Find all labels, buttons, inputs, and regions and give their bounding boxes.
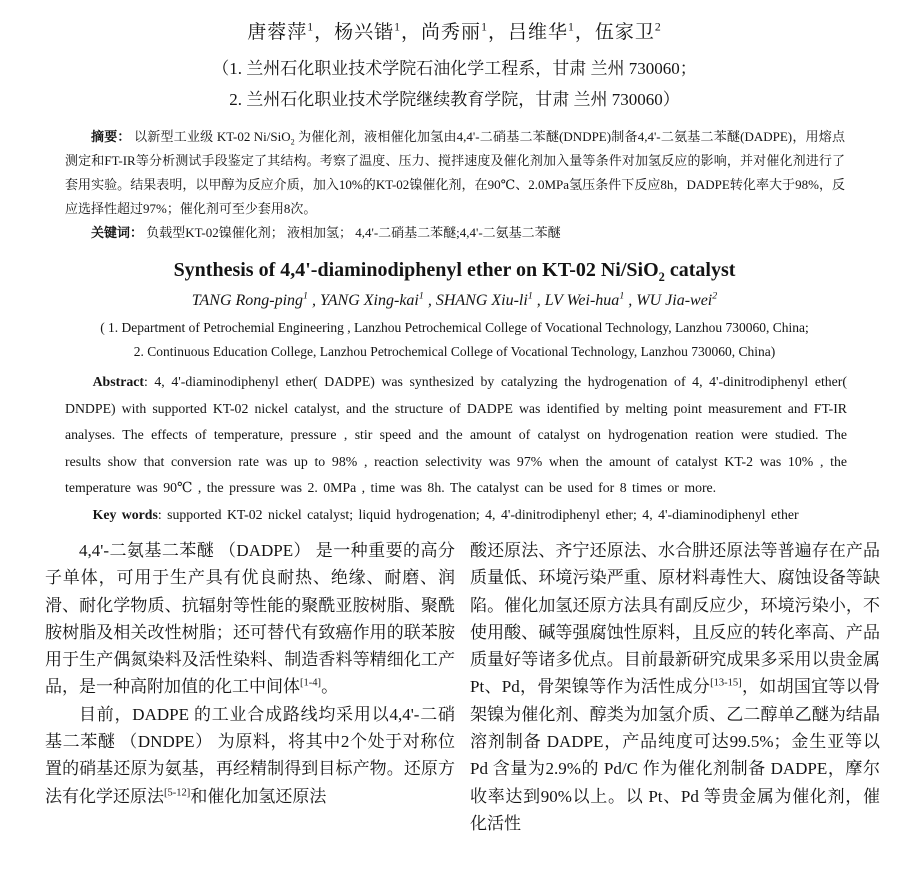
english-title: Synthesis of 4,4'-diaminodiphenyl ether on KT-02 Ni/SiO$_2$ catalyst xyxy=(173,259,736,284)
english-affiliation-2: 2. Continuous Education College, Lanzhou Petrochemical College of Vocational Technology, Lanzhou 730060, China) xyxy=(133,344,776,359)
english-keywords: Key words: supported KT-02 nickel catalyst; liquid hydrogenation; 4, 4'-dinitrodiphenyl ether; 4, 4'-diaminodiphenyl ether xyxy=(92,506,799,522)
intro-paragraph-1: 4,4'-二氨基二苯醚 （DADPE） 是一种重要的高分子单体，可用于生产具有优良耐热、绝缘、耐磨、润滑、耐化学物质、抗辐射等性能的聚酰亚胺树脂、聚酰胺树脂及相关改性树脂；还可替代有致癌作用的联苯胺用于生产偶氮染料及活性染料、制造香料等精细化工产品，是一种高附加值的化工中间体[1-4]。 xyxy=(45,541,455,697)
body-columns xyxy=(0,528,909,837)
chinese-affiliation-2: 2. 兰州石化职业技术学院继续教育学院，甘肃 兰州 730060） xyxy=(229,90,680,109)
chinese-author-line: 唐蓉萍$^1$，杨兴锴$^1$，尚秀丽$^1$，吕维华$^1$，伍家卫$^2$ xyxy=(247,20,662,43)
intro-paragraph-3: 酸还原法、齐宁还原法、水合肼还原法等普遍存在产品质量低、环境污染严重、原材料毒性大、腐蚀设备等缺陷。催化加氢还原方法具有副反应少，环境污染小，不使用酸、碱等强腐蚀性原料，且反应的转化率高、产品质量好等诸多优点。目前最新研究成果多采用以贵金属 Pt、Pd，骨架镍等作为活性成分[13-15]，如胡国宜等以骨架镍为催化剂、醇类为加氢介质、乙二醇单乙醚为结晶溶剂制备 DADPE，产品纯度可达99.5%；金生亚等以 Pd 含量为2.9%的 Pd/C 作为催化剂制备 DADPE，摩尔收率达到90%以上。以 Pt、Pd 等贵金属为催化剂，催化活性 xyxy=(470,541,880,833)
english-abstract: Abstract: 4, 4'-diaminodiphenyl ether( DADPE) was synthesized by catalyzing the hydrogenation of 4, 4'-dinitrodiphenyl ether( DNDPE) with supported KT-02 nickel catalyst, and the structure of DADPE was identified by melting point measurement and FT-IR analyses. The effects of temperature, pressure , stir speed and the amount of catalyst on hydrogenation reation were studied. The results show that conversion rate was up to 98% , reaction selectivity was 97% when the amount of catalyst KT-2 was 10% , the temperature was 90℃ , the pressure was 2. 0MPa , time was 8h. The catalyst can be used for 8 times or more. xyxy=(65,374,847,495)
english-affiliation-1: ( 1. Department of Petrochemial Engineering , Lanzhou Petrochemical College of Vocational Technology, Lanzhou 730060, China; xyxy=(100,320,809,335)
chinese-abstract-block xyxy=(65,125,845,245)
body-left-column xyxy=(45,537,455,837)
intro-paragraph-2: 目前，DADPE 的工业合成路线均采用以4,4'-二硝基二苯醚 （DNDPE） 为原料，将其中2个处于对称位置的硝基还原为氨基，再经精制得到目标产物。还原方法有化学还原法[5-12]和催化加氢还原法 xyxy=(45,704,455,806)
english-abstract-block xyxy=(65,369,847,528)
chinese-abstract: 摘要： 以新型工业级 KT-02 Ni/SiO$_2$ 为催化剂，液相催化加氢由4,4'-二硝基二苯醚(DNDPE)制备4,4'-二氨基二苯醚(DADPE)，用熔点测定和FT-IR等分析测试手段鉴定了其结构。考察了温度、压力、搅拌速度及催化剂加入量等条件对加氢反应的影响，并对催化剂进行了套用实验。结果表明，以甲醇为反应介质，加入10%的KT-02镍催化剂，在90℃、2.0MPa氢压条件下反应8h，DADPE转化率大于98%，反应选择性超过97%；催化剂可至少套用8次。 xyxy=(65,129,845,216)
body-right-column xyxy=(470,537,880,837)
chinese-affiliation-1: （1. 兰州石化职业技术学院石油化学工程系，甘肃 兰州 730060； xyxy=(212,59,697,78)
chinese-keywords: 关键词： 负载型KT-02镍催化剂； 液相加氢； 4,4'-二硝基二苯醚;4,4'-二氨基二苯醚 xyxy=(91,225,561,240)
english-author-line: TANG Rong-ping$^1$ , YANG Xing-kai$^1$ , SHANG Xiu-$li^1$ , LV Wei-hua$^1$ , WU Jia-wei$^2$ xyxy=(191,290,718,309)
